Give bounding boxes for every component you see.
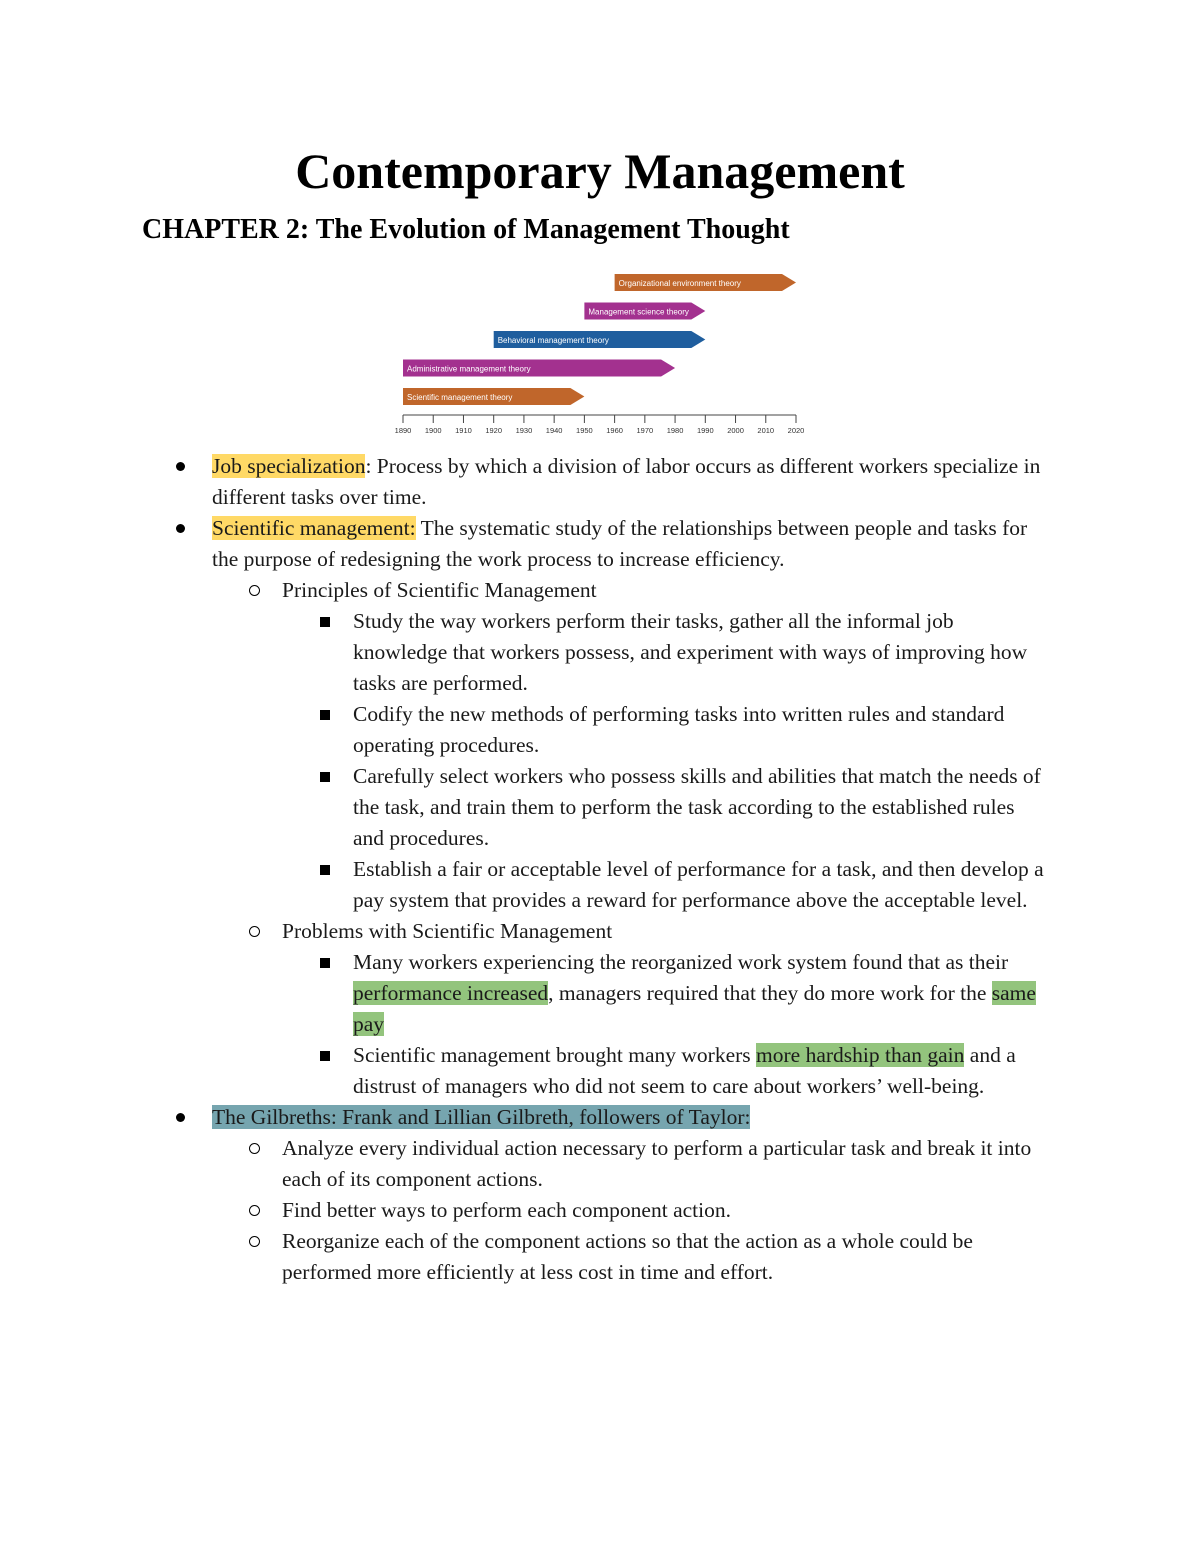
highlight-same-pay: same pay xyxy=(353,981,1036,1036)
square-bullet-icon xyxy=(320,958,330,968)
principles-heading: Principles of Scientific Management Study the way workers perform their tasks, gather all the informal job knowledge that workers possess, and experiment with ways of improving how tasks are performed. Codify the new methods of performing tasks into written rules and standard operating procedures. Carefully select workers who possess skills and abilities that match the needs of the task, and train them to perform the task according to the established rules and procedures. Establish a fair or acceptable level of performance for a task, and then develop a pay system that provides a reward for performance above the acceptable level. xyxy=(0,575,1050,916)
timeline-year-label: 1930 xyxy=(515,426,533,435)
list-item: Scientific management brought many workers more hardship than gain and a distrust of managers who did not seem to care about workers’ well-being. xyxy=(0,1040,1050,1102)
list-item: Many workers experiencing the reorganized work system found that as their performance increased, managers required that they do more work for the same pay xyxy=(0,947,1050,1040)
timeline-bar-label: Scientific management theory xyxy=(407,393,513,402)
square-bullet-icon xyxy=(320,617,330,627)
timeline-year-label: 2010 xyxy=(757,426,775,435)
timeline-year-label: 1910 xyxy=(455,426,472,435)
list-item: Codify the new methods of performing tasks into written rules and standard operating procedures. xyxy=(0,699,1050,761)
principles-list xyxy=(0,606,1050,916)
term-job-specialization: Job specialization xyxy=(212,454,366,478)
bullet-icon xyxy=(176,524,185,533)
timeline-year-label: 1940 xyxy=(545,426,563,435)
circle-bullet-icon xyxy=(249,1143,260,1154)
timeline-bar-label: Organizational environment theory xyxy=(618,279,741,288)
management-theories-timeline xyxy=(395,268,815,440)
bullet-icon xyxy=(176,1113,185,1122)
problems-heading: Problems with Scientific Management Many workers experiencing the reorganized work system found that as their performance increased, managers required that they do more work for the same pay Scientific management brought many workers more hardship than gain and a distrust of managers who did not seem to care about workers’ well-being. xyxy=(0,916,1050,1102)
timeline-year-label: 1990 xyxy=(696,426,714,435)
notes-body xyxy=(0,451,1200,1288)
circle-bullet-icon xyxy=(249,585,260,596)
chapter-heading: CHAPTER 2: The Evolution of Management Thought xyxy=(142,214,790,245)
list-item: Analyze every individual action necessary to perform a particular task and break it into each of its component actions. xyxy=(0,1133,1050,1195)
scientific-management-sublist xyxy=(0,575,1050,1102)
timeline-year-label: 1920 xyxy=(485,426,503,435)
square-bullet-icon xyxy=(320,1051,330,1061)
term-scientific-management: Scientific management: xyxy=(212,516,416,540)
circle-bullet-icon xyxy=(249,926,260,937)
timeline-bar-label: Administrative management theory xyxy=(407,364,531,374)
main-list xyxy=(0,451,1200,1288)
timeline-bar-label: Management science theory xyxy=(588,307,689,317)
highlight-performance-increased: performance increased xyxy=(353,981,549,1005)
timeline-year-label: 1980 xyxy=(666,426,684,435)
list-item: Carefully select workers who possess skills and abilities that match the needs of the task, and train them to perform the task according to the established rules and procedures. xyxy=(0,761,1050,854)
term-gilbreths: The Gilbreths: Frank and Lillian Gilbreth, followers of Taylor: xyxy=(212,1105,751,1129)
circle-bullet-icon xyxy=(249,1205,260,1216)
definition-job-specialization: : Process by which a division of labor occurs as different workers specialize in different tasks over time. xyxy=(212,454,1041,509)
problems-list xyxy=(0,947,1050,1102)
square-bullet-icon xyxy=(320,865,330,875)
square-bullet-icon xyxy=(320,710,330,720)
bullet-icon xyxy=(176,462,185,471)
timeline-year-label: 1900 xyxy=(424,426,442,435)
list-item: Establish a fair or acceptable level of performance for a task, and then develop a pay system that provides a reward for performance above the acceptable level. xyxy=(0,854,1050,916)
list-item-gilbreths xyxy=(0,1102,1200,1288)
list-item: Reorganize each of the component actions so that the action as a whole could be performed more efficiently at less cost in time and effort. xyxy=(0,1226,1050,1288)
circle-bullet-icon xyxy=(249,1236,260,1247)
highlight-hardship: more hardship than gain xyxy=(756,1043,965,1067)
list-item-scientific-management xyxy=(0,513,1200,1102)
timeline-year-label: 1960 xyxy=(606,426,623,435)
timeline-bar-label: Behavioral management theory xyxy=(497,336,609,345)
square-bullet-icon xyxy=(320,772,330,782)
list-item: Study the way workers perform their tasks, gather all the informal job knowledge that workers possess, and experiment with ways of improving how tasks are performed. xyxy=(0,606,1050,699)
timeline-year-label: 1890 xyxy=(395,426,412,435)
gilbreths-sublist xyxy=(0,1133,1050,1288)
definition-scientific-management: The systematic study of the relationships between people and tasks for the purpose of redesigning the work process to increase efficiency. xyxy=(212,516,1028,571)
timeline-year-label: 1950 xyxy=(576,426,593,435)
document-title: Contemporary Management xyxy=(295,143,905,199)
list-item: Find better ways to perform each component action. xyxy=(0,1195,1050,1226)
timeline-year-label: 2000 xyxy=(727,426,744,435)
list-item-job-specialization xyxy=(0,451,1200,513)
timeline-year-label: 1970 xyxy=(636,426,654,435)
timeline-year-label: 2020 xyxy=(787,426,805,435)
